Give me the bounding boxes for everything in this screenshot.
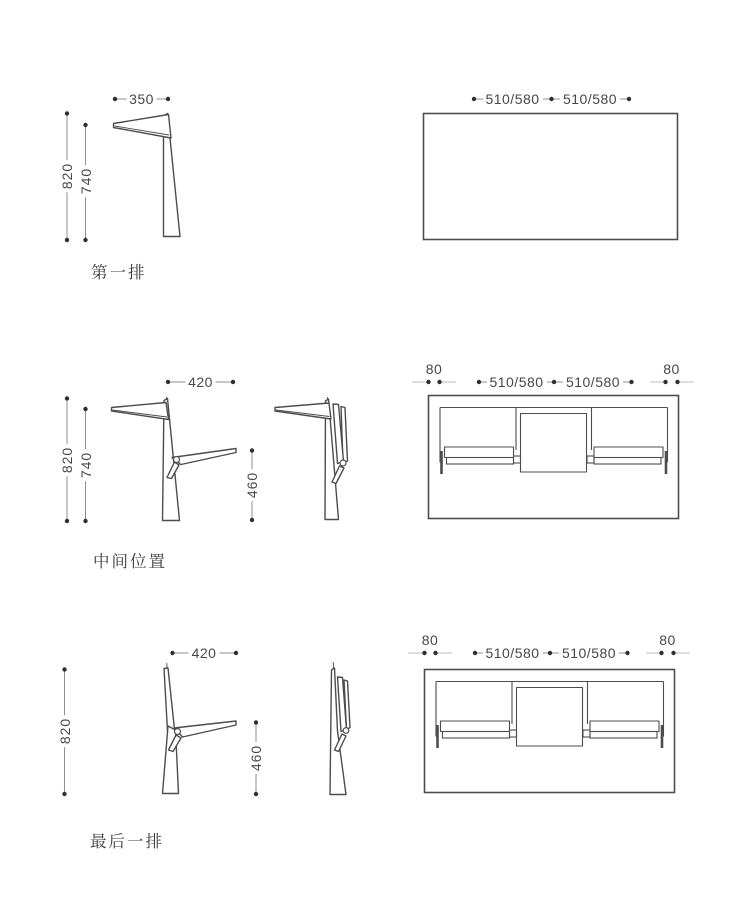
dim-edge-right-label: 80 [663,361,680,377]
last-row-side-view-open [163,663,237,794]
dim-overall-height-label: 820 [60,444,74,476]
middle-side-view-folded [275,397,348,520]
dim-desk-height-label: 740 [79,165,93,197]
section-label-last-row: 最后一排 [90,833,164,851]
dim-seat-height-label: 460 [249,742,263,774]
dim-edge-right-label: 80 [659,632,676,648]
dim-overall-height-label: 820 [58,715,72,747]
last-row-top-dimensions [408,651,690,655]
middle-side-view-open [112,397,237,521]
section-label-first-row: 第一排 [91,264,147,282]
middle-top-view [429,396,679,519]
dim-depth-label: 420 [185,375,216,389]
section-label-middle-position: 中间位置 [93,553,167,571]
dim-seat-width-left-label: 510/580 [482,646,542,660]
dim-seat-width-right-label: 510/580 [560,92,620,106]
dim-seat-height-label: 460 [245,469,259,501]
dim-seat-width-right-label: 510/580 [563,375,623,389]
dim-edge-left-label: 80 [421,632,439,648]
dim-seat-width-right-label: 510/580 [559,646,619,660]
first-row-top-view [424,114,678,240]
last-row-side-view-folded [330,662,350,795]
dim-overall-height-label: 820 [60,160,74,192]
dim-depth-label: 350 [126,92,157,106]
middle-top-dimensions [412,380,694,384]
dim-depth-label: 420 [189,646,220,660]
dim-seat-width-left-label: 510/580 [482,92,542,106]
first-row-side-view [114,114,181,237]
last-row-top-view [425,670,675,793]
dim-seat-width-left-label: 510/580 [486,375,546,389]
dim-edge-left-label: 80 [425,361,443,377]
dim-desk-height-label: 740 [79,449,93,481]
